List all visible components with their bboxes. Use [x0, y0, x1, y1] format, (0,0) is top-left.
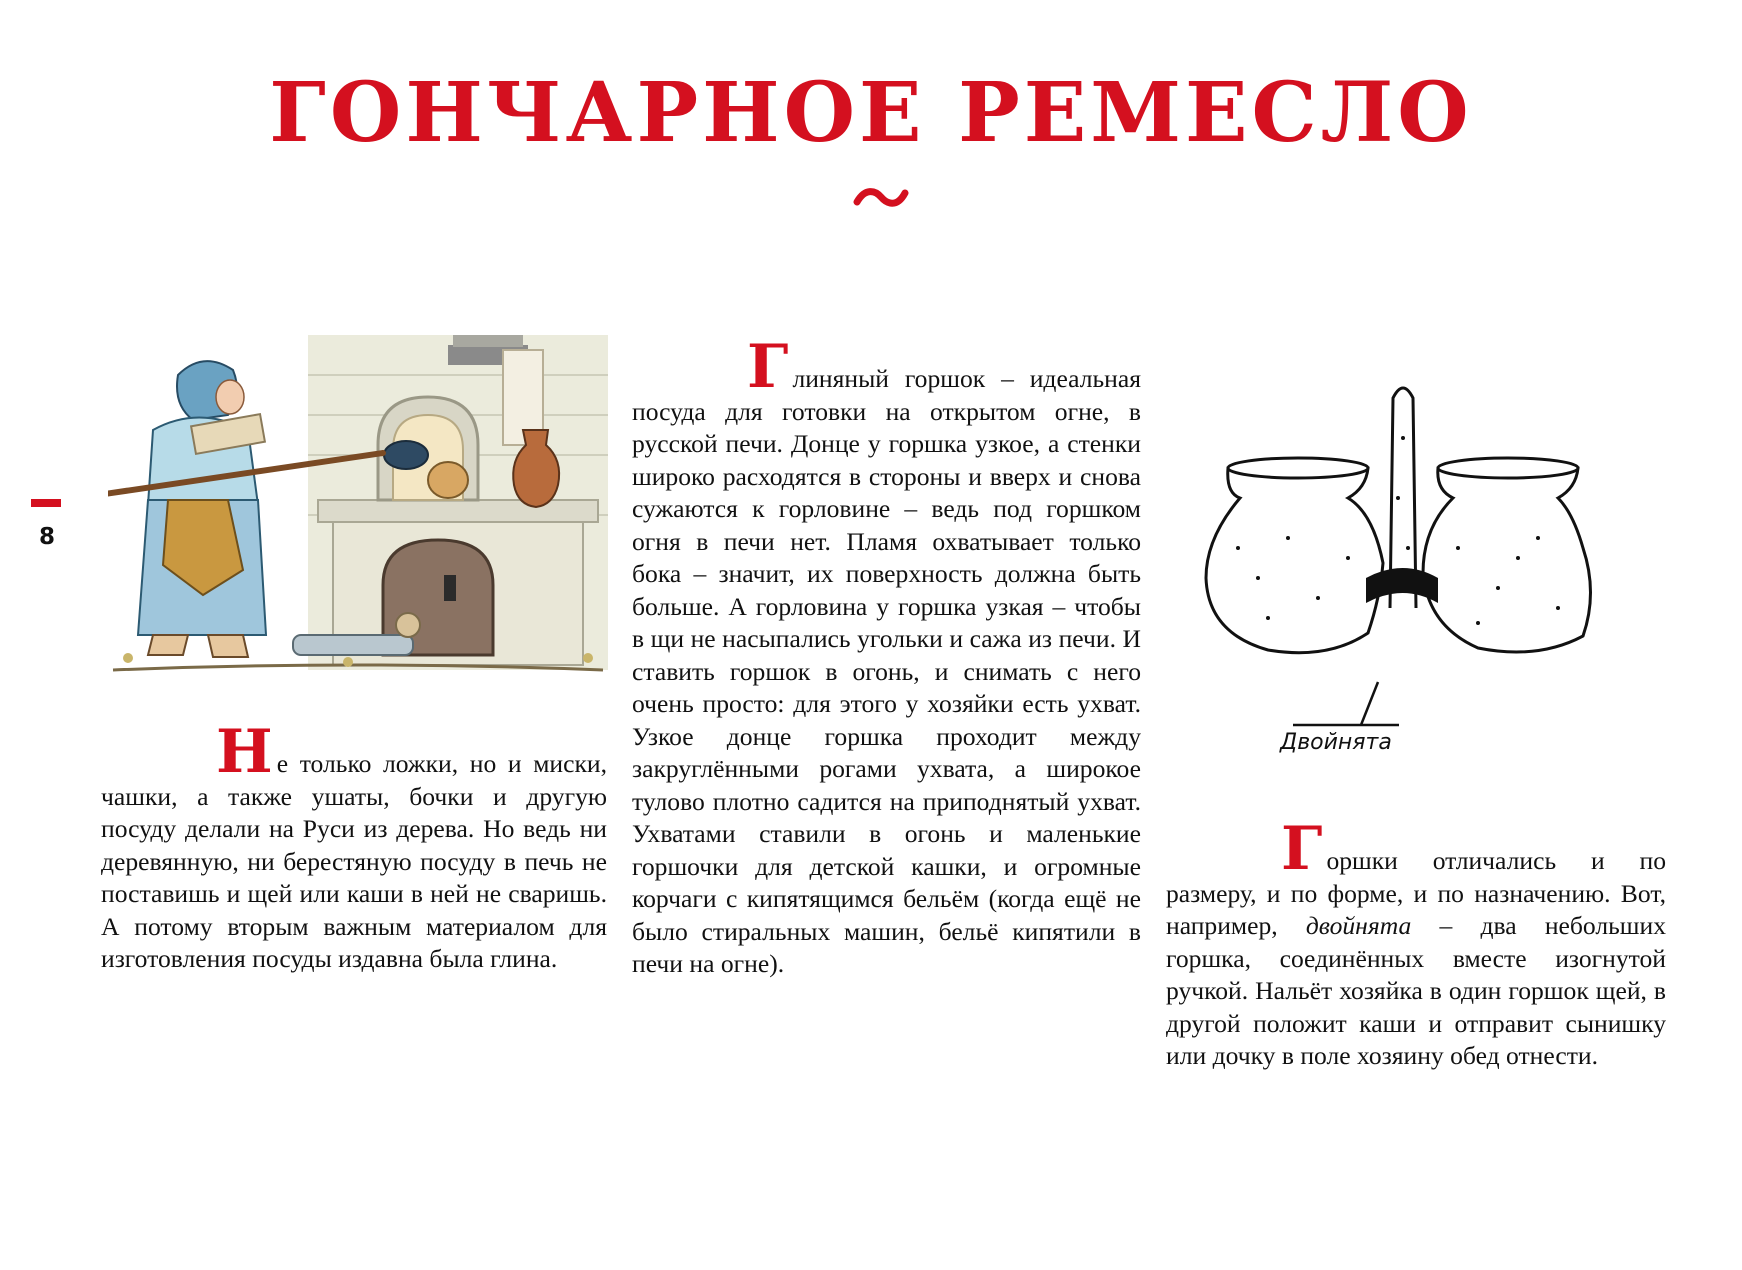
drop-cap-letter: Н [216, 717, 273, 787]
figure-caption: Двойнята [1280, 730, 1392, 755]
drop-cap-letter: Г [1281, 814, 1323, 884]
right-column-paragraph [1166, 814, 1667, 1073]
twin-pots-drawing [1198, 378, 1608, 683]
middle-column-paragraph [632, 332, 1141, 981]
tilde-ornament-icon [851, 185, 911, 211]
right-column-text-before: оршки отличались и по размеру, и по форме, и по назначению. Вот, например, [1166, 846, 1666, 940]
left-column-text: е только ложки, но и миски, чашки, а также ушаты, бочки и другую посуду делали на Руси из дерева. Но ведь ни деревянную, ни берестяную посуду в печь не поставишь и щей или каши в ней не сваришь. А потому вторым важным материалом для изготовления посуды издавна была глина. [101, 749, 607, 973]
right-column-text-after: – два небольших горшка, соединённых вместе изогнутой ручкой. Нальёт хозяйка в один горшок щей, в другой положит каши и отправит сынишку или дочку в поле хозяину обед отнести. [1166, 911, 1667, 1070]
italic-term: двойнята [1305, 911, 1412, 940]
left-column-paragraph [101, 717, 607, 976]
middle-column-text: линяный горшок – идеальная посуда для готовки на открытом огне, в русской печи. Донце у горшка узкое, а стенки широко расходятся в стороны и вверх и снова сужаются к горловине – ведь под горшком огня в печи нет. Пламя охватывает только бока – значит, их поверхность должна быть больше. А горловина у горшка узкая – чтобы в щи не насыпались угольки и сажа из печи. И ставить горшок в огонь, и снимать с него очень просто: для этого у хозяйки есть ухват. Узкое донце горшка проходит между закруглёнными рогами ухвата, а широкое тулово плотно садится на приподнятый ухват. Ухватами ставили в огонь и маленькие горшочки для детской кашки, и огромные корчаги с кипятящимся бельём (когда ещё не было стиральных машин, бельё кипятили в печи на огне). [632, 364, 1141, 978]
page-title: ГОНЧАРНОЕ РЕМЕСЛО [269, 65, 1473, 161]
page-number: 8 [38, 524, 55, 550]
woman-at-stove-illustration [108, 335, 608, 685]
drop-cap-letter: Г [747, 332, 789, 402]
page-number-marker [31, 499, 61, 507]
caption-leader-line [1293, 680, 1403, 730]
